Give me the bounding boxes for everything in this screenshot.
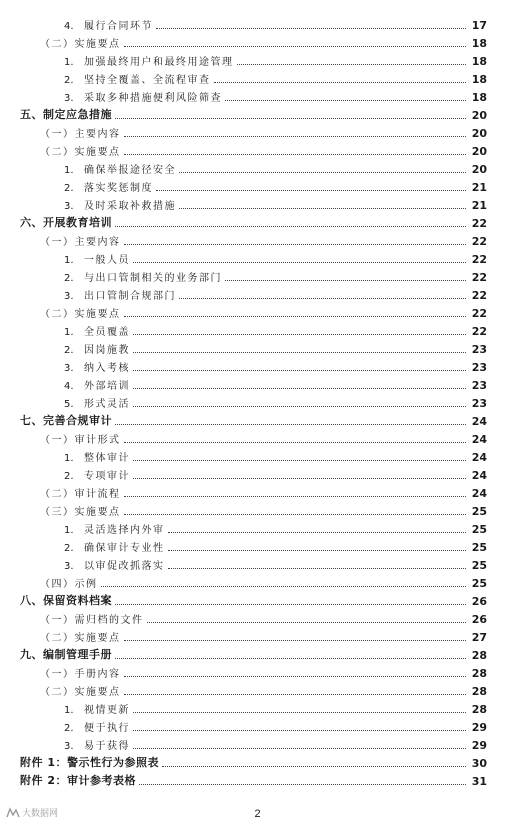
dot-leader xyxy=(115,424,466,425)
toc-entry[interactable] xyxy=(0,680,515,698)
toc-entry-page: 18 xyxy=(471,91,487,104)
toc-entry-title: 坚持全覆盖、全流程审查 xyxy=(84,75,211,86)
dot-leader xyxy=(133,748,466,749)
toc-entry-number: 1. xyxy=(64,705,74,716)
toc-entry-number: 1. xyxy=(64,525,74,536)
toc-entry[interactable] xyxy=(0,482,515,500)
toc-entry[interactable] xyxy=(0,716,515,734)
toc-entry-number: 2. xyxy=(64,345,74,356)
toc-entry-page: 21 xyxy=(471,199,487,212)
toc-entry-title: （一）主要内容 xyxy=(40,237,121,248)
dot-leader xyxy=(139,784,466,785)
toc-entry[interactable] xyxy=(0,158,515,176)
toc-entry[interactable] xyxy=(0,590,515,608)
toc-entry-page: 24 xyxy=(471,433,487,446)
toc-entry-number: 3. xyxy=(64,291,74,302)
toc-entry-title: （二）实施要点 xyxy=(40,147,121,158)
toc-entry-number: 2. xyxy=(64,723,74,734)
dot-leader xyxy=(133,712,466,713)
dot-leader xyxy=(162,766,466,767)
toc-entry-title: 出口管制合规部门 xyxy=(84,291,176,302)
toc-entry-page: 22 xyxy=(471,271,487,284)
dot-leader xyxy=(124,442,467,443)
toc-entry[interactable] xyxy=(0,374,515,392)
toc-entry-number: 2. xyxy=(64,75,74,86)
toc-entry-title: 采取多种措施便利风险筛查 xyxy=(84,93,222,104)
dot-leader xyxy=(101,586,467,587)
toc-entry[interactable] xyxy=(0,14,515,32)
toc-entry-title: 确保审计专业性 xyxy=(84,543,165,554)
toc-entry-number: 1. xyxy=(64,255,74,266)
toc-entry-number: 4. xyxy=(64,21,74,32)
toc-entry-title: 附件 1：警示性行为参照表 xyxy=(20,756,159,769)
toc-entry-page: 20 xyxy=(471,109,487,122)
watermark-text: 大数据网 xyxy=(22,809,59,819)
toc-entry[interactable] xyxy=(0,410,515,428)
toc-entry-number: 2. xyxy=(64,183,74,194)
toc-entry-number: 4. xyxy=(64,381,74,392)
dot-leader xyxy=(156,190,466,191)
toc-entry-page: 31 xyxy=(471,775,487,788)
toc-entry-page: 23 xyxy=(471,397,487,410)
toc-entry-number: 2. xyxy=(64,273,74,284)
toc-entry[interactable] xyxy=(0,176,515,194)
toc-entry[interactable] xyxy=(0,140,515,158)
toc-entry-title: 全员覆盖 xyxy=(84,327,130,338)
toc-entry-title: （一）审计形式 xyxy=(40,435,121,446)
dot-leader xyxy=(179,208,466,209)
toc-entry-page: 29 xyxy=(471,721,487,734)
toc-entry-page: 25 xyxy=(471,559,487,572)
toc-entry[interactable] xyxy=(0,572,515,590)
toc-entry-title: 附件 2：审计参考表格 xyxy=(20,774,136,787)
toc-entry-number: 1. xyxy=(64,453,74,464)
toc-entry-title: 五、制定应急措施 xyxy=(20,108,112,121)
toc-entry-title: 整体审计 xyxy=(84,453,130,464)
toc-entry[interactable] xyxy=(0,338,515,356)
toc-entry-page: 18 xyxy=(471,55,487,68)
toc-entry[interactable] xyxy=(0,230,515,248)
dot-leader xyxy=(124,694,467,695)
toc-entry-title: 及时采取补救措施 xyxy=(84,201,176,212)
dot-leader xyxy=(124,136,467,137)
toc-entry-title: 确保举报途径安全 xyxy=(84,165,176,176)
dot-leader xyxy=(115,658,466,659)
toc-entry-title: （一）主要内容 xyxy=(40,129,121,140)
toc-entry-number: 3. xyxy=(64,201,74,212)
toc-entry-title: （三）实施要点 xyxy=(40,507,121,518)
toc-entry-title: 九、编制管理手册 xyxy=(20,648,112,661)
dot-leader xyxy=(179,298,466,299)
toc-entry-page: 22 xyxy=(471,217,487,230)
dot-leader xyxy=(133,388,466,389)
dot-leader xyxy=(124,46,467,47)
toc-entry[interactable] xyxy=(0,32,515,50)
toc-entry-number: 3. xyxy=(64,561,74,572)
dot-leader xyxy=(214,82,467,83)
toc-entry-title: 六、开展教育培训 xyxy=(20,216,112,229)
dot-leader xyxy=(225,100,466,101)
toc-entry-title: 一般人员 xyxy=(84,255,130,266)
toc-entry[interactable] xyxy=(0,518,515,536)
toc-entry[interactable] xyxy=(0,68,515,86)
dot-leader xyxy=(133,370,466,371)
dot-leader xyxy=(115,226,466,227)
dot-leader xyxy=(124,154,467,155)
toc-entry-title: （二）实施要点 xyxy=(40,309,121,320)
toc-entry-title: 加强最终用户和最终用途管理 xyxy=(84,57,234,68)
dot-leader xyxy=(168,568,467,569)
toc-entry-page: 29 xyxy=(471,739,487,752)
toc-entry-number: 3. xyxy=(64,93,74,104)
page-number: 2 xyxy=(254,808,261,820)
toc-entry-page: 23 xyxy=(471,343,487,356)
toc-entry-page: 28 xyxy=(471,685,487,698)
dot-leader xyxy=(133,406,466,407)
toc-entry-title: 履行合同环节 xyxy=(84,21,153,32)
dot-leader xyxy=(156,28,466,29)
toc-entry[interactable] xyxy=(0,356,515,374)
toc-entry-page: 20 xyxy=(471,145,487,158)
toc-entry-title: （二）实施要点 xyxy=(40,633,121,644)
dot-leader xyxy=(124,640,467,641)
table-of-contents xyxy=(0,14,515,788)
toc-entry-page: 23 xyxy=(471,379,487,392)
toc-entry-title: 七、完善合规审计 xyxy=(20,414,112,427)
toc-entry-page: 25 xyxy=(471,541,487,554)
toc-entry-page: 27 xyxy=(471,631,487,644)
toc-entry-page: 21 xyxy=(471,181,487,194)
dot-leader xyxy=(237,64,467,65)
toc-entry-page: 18 xyxy=(471,73,487,86)
dot-leader xyxy=(115,604,466,605)
toc-entry[interactable] xyxy=(0,104,515,122)
toc-entry-page: 24 xyxy=(471,487,487,500)
toc-entry-title: 落实奖惩制度 xyxy=(84,183,153,194)
toc-entry-title: 灵活选择内外审 xyxy=(84,525,165,536)
toc-entry[interactable] xyxy=(0,464,515,482)
toc-entry-page: 24 xyxy=(471,469,487,482)
toc-entry[interactable] xyxy=(0,554,515,572)
toc-entry[interactable] xyxy=(0,752,515,770)
toc-entry[interactable] xyxy=(0,644,515,662)
toc-entry-page: 23 xyxy=(471,361,487,374)
toc-entry-title: 八、保留资料档案 xyxy=(20,594,112,607)
toc-entry-title: 与出口管制相关的业务部门 xyxy=(84,273,222,284)
toc-entry[interactable] xyxy=(0,86,515,104)
toc-entry-page: 25 xyxy=(471,523,487,536)
toc-entry[interactable] xyxy=(0,446,515,464)
dot-leader xyxy=(124,496,467,497)
watermark xyxy=(6,806,58,819)
watermark-logo-icon xyxy=(6,807,20,819)
dot-leader xyxy=(124,316,467,317)
dot-leader xyxy=(133,262,466,263)
toc-entry-page: 26 xyxy=(471,613,487,626)
toc-entry[interactable] xyxy=(0,266,515,284)
toc-entry-page: 24 xyxy=(471,415,487,428)
toc-entry-title: （一）手册内容 xyxy=(40,669,121,680)
toc-entry-page: 22 xyxy=(471,325,487,338)
dot-leader xyxy=(147,622,467,623)
toc-entry-page: 24 xyxy=(471,451,487,464)
toc-entry-title: （一）需归档的文件 xyxy=(40,615,144,626)
toc-entry-title: （二）实施要点 xyxy=(40,39,121,50)
toc-entry-page: 22 xyxy=(471,235,487,248)
toc-entry-page: 22 xyxy=(471,289,487,302)
toc-entry[interactable] xyxy=(0,194,515,212)
toc-entry-number: 2. xyxy=(64,471,74,482)
dot-leader xyxy=(133,730,466,731)
dot-leader xyxy=(168,550,467,551)
toc-entry[interactable] xyxy=(0,500,515,518)
toc-entry-title: 便于执行 xyxy=(84,723,130,734)
dot-leader xyxy=(225,280,466,281)
toc-entry[interactable] xyxy=(0,320,515,338)
toc-entry-page: 20 xyxy=(471,163,487,176)
toc-entry-title: （二）实施要点 xyxy=(40,687,121,698)
dot-leader xyxy=(124,514,467,515)
toc-entry[interactable] xyxy=(0,50,515,68)
toc-entry-page: 18 xyxy=(471,37,487,50)
toc-entry[interactable] xyxy=(0,212,515,230)
toc-entry-title: 以审促改抓落实 xyxy=(84,561,165,572)
toc-entry[interactable] xyxy=(0,392,515,410)
toc-entry[interactable] xyxy=(0,770,515,788)
toc-entry-page: 22 xyxy=(471,253,487,266)
toc-entry-number: 3. xyxy=(64,741,74,752)
toc-entry-title: 纳入考核 xyxy=(84,363,130,374)
toc-entry-page: 25 xyxy=(471,505,487,518)
toc-entry-number: 1. xyxy=(64,57,74,68)
dot-leader xyxy=(133,352,466,353)
dot-leader xyxy=(168,532,467,533)
toc-entry[interactable] xyxy=(0,302,515,320)
toc-entry-title: 外部培训 xyxy=(84,381,130,392)
toc-entry-number: 1. xyxy=(64,165,74,176)
toc-entry-page: 30 xyxy=(471,757,487,770)
toc-entry-title: 专项审计 xyxy=(84,471,130,482)
toc-entry-number: 1. xyxy=(64,327,74,338)
toc-entry-page: 28 xyxy=(471,667,487,680)
toc-entry[interactable] xyxy=(0,248,515,266)
dot-leader xyxy=(133,478,466,479)
toc-entry-page: 28 xyxy=(471,703,487,716)
toc-entry-page: 17 xyxy=(471,19,487,32)
dot-leader xyxy=(124,676,467,677)
toc-entry[interactable] xyxy=(0,428,515,446)
toc-entry-title: 形式灵活 xyxy=(84,399,130,410)
toc-entry[interactable] xyxy=(0,662,515,680)
toc-entry-number: 3. xyxy=(64,363,74,374)
toc-entry-number: 5. xyxy=(64,399,74,410)
toc-entry-page: 25 xyxy=(471,577,487,590)
dot-leader xyxy=(133,334,466,335)
toc-entry-title: （二）审计流程 xyxy=(40,489,121,500)
dot-leader xyxy=(115,118,466,119)
toc-entry-title: 易于获得 xyxy=(84,741,130,752)
toc-entry-page: 20 xyxy=(471,127,487,140)
toc-entry[interactable] xyxy=(0,734,515,752)
dot-leader xyxy=(133,460,466,461)
toc-entry[interactable] xyxy=(0,536,515,554)
toc-entry-title: 因岗施教 xyxy=(84,345,130,356)
toc-entry[interactable] xyxy=(0,698,515,716)
dot-leader xyxy=(124,244,467,245)
toc-entry-page: 22 xyxy=(471,307,487,320)
toc-entry[interactable] xyxy=(0,122,515,140)
toc-entry[interactable] xyxy=(0,284,515,302)
toc-entry-page: 26 xyxy=(471,595,487,608)
dot-leader xyxy=(179,172,466,173)
toc-entry[interactable] xyxy=(0,608,515,626)
toc-entry[interactable] xyxy=(0,626,515,644)
toc-entry-page: 28 xyxy=(471,649,487,662)
toc-entry-number: 2. xyxy=(64,543,74,554)
toc-entry-title: （四）示例 xyxy=(40,579,98,590)
toc-entry-title: 视情更新 xyxy=(84,705,130,716)
